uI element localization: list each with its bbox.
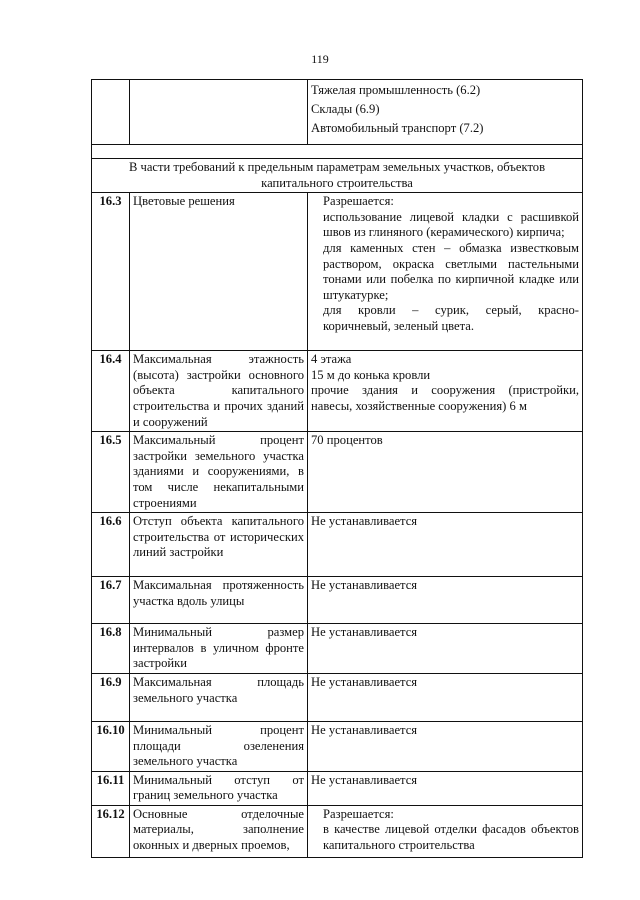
row-value-cell (308, 721, 583, 771)
table-row (92, 624, 583, 674)
row-name: Цветовые решения (130, 193, 308, 351)
table-row (92, 673, 583, 721)
value-line: Не устанавливается (311, 514, 418, 529)
table-row (92, 721, 583, 771)
row-name: Максимальная протяженность участка вдоль улицы (130, 577, 308, 624)
table-row (92, 193, 583, 351)
page-number: 119 (311, 52, 329, 66)
regulations-table (91, 79, 583, 858)
row-value-cell (308, 193, 583, 351)
value-line: Не устанавливается (311, 625, 418, 640)
row-value-cell (308, 805, 583, 857)
value-line: Не устанавливается (311, 674, 418, 689)
row-number: 16.11 (92, 771, 130, 805)
table-row (92, 805, 583, 857)
table-row (92, 771, 583, 805)
row-number: 16.8 (92, 624, 130, 674)
row-number: 16.7 (92, 577, 130, 624)
value-line: использование лицевой кладки с расшивкой швов из глиняного (керамического) кирпича; (323, 209, 579, 240)
value-line: Склады (6.9) (311, 102, 380, 116)
value-line: Разрешается: (323, 194, 394, 209)
row-value-cell (308, 80, 583, 145)
table-row (92, 513, 583, 577)
row-number: 16.3 (92, 193, 130, 351)
value-line: 15 м до конька кровли (311, 367, 431, 382)
value-line: 4 этажа (311, 352, 352, 367)
row-number: 16.5 (92, 432, 130, 513)
row-name: Отступ объекта капитального строительства от исторических линий застройки (130, 513, 308, 577)
row-number: 16.9 (92, 673, 130, 721)
row-name: Минимальный отступ от границ земельного участка (130, 771, 308, 805)
row-name: Максимальная этажность (высота) застройки основного объекта капитального строительства и прочих зданий и сооружений (130, 351, 308, 432)
row-number: 16.12 (92, 805, 130, 857)
value-line: Не устанавливается (311, 722, 418, 737)
value-line: 70 процентов (311, 433, 383, 448)
row-name: Максимальный процент застройки земельного участка зданиями и сооружениями, в том числе некапитальными строениями (130, 432, 308, 513)
row-value-cell (308, 673, 583, 721)
row-name: Основные отделочные материалы, заполнение оконных и дверных проемов, (130, 805, 308, 857)
value-line: Не устанавливается (311, 772, 418, 787)
row-name: Минимальный процент площади озеленения земельного участка (130, 721, 308, 771)
row-name-cell (130, 80, 308, 145)
value-line: для кровли – сурик, серый, красно-коричневый, зеленый цвета. (323, 303, 579, 333)
row-number-cell (92, 80, 130, 145)
value-line: Тяжелая промышленность (6.2) (311, 83, 481, 97)
row-value-cell (308, 432, 583, 513)
value-line: в качестве лицевой отделки фасадов объектов капитального строительства (323, 822, 579, 853)
value-line: прочие здания и сооружения (пристройки, навесы, хозяйственные сооружения) 6 м (311, 383, 579, 413)
row-value-cell (308, 513, 583, 577)
row-number: 16.6 (92, 513, 130, 577)
section-header: В части требований к предельным параметрам земельных участков, объектов капитального строительства (92, 159, 583, 193)
row-number: 16.4 (92, 351, 130, 432)
value-line: Автомобильный транспорт (7.2) (311, 121, 484, 135)
row-name: Минимальный размер интервалов в уличном фронте застройки (130, 624, 308, 674)
value-line: Разрешается: (323, 806, 394, 821)
section-header-row (92, 159, 583, 193)
table-row (92, 351, 583, 432)
row-number: 16.10 (92, 721, 130, 771)
row-value-cell (308, 577, 583, 624)
row-name: Максимальная площадь земельного участка (130, 673, 308, 721)
row-value-cell (308, 624, 583, 674)
spacer-cell (92, 145, 583, 159)
table-row (92, 432, 583, 513)
table-row (92, 80, 583, 145)
value-line: Не устанавливается (311, 578, 418, 593)
value-line: для каменных стен – обмазка известковым раствором, окраска светлыми пастельными тонами или побелка по кирпичной кладке или штукатурке; (323, 240, 579, 302)
table-row (92, 145, 583, 159)
row-value-cell (308, 351, 583, 432)
row-value-cell (308, 771, 583, 805)
table-row (92, 577, 583, 624)
